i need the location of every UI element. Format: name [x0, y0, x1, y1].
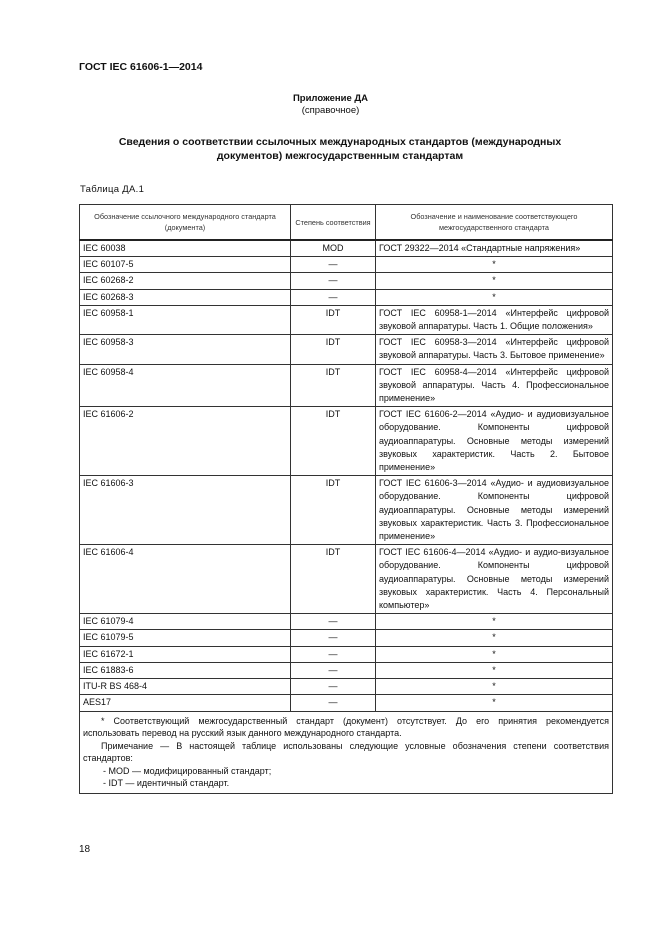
- cell-degree: IDT: [291, 545, 376, 614]
- cell-intl-standard: AES17: [80, 695, 291, 711]
- cell-intl-standard: IEC 60268-2: [80, 273, 291, 289]
- page-number: 18: [79, 844, 91, 855]
- cell-national-standard: *: [376, 289, 613, 305]
- cell-national-standard: ГОСТ IEC 60958-3—2014 «Интерфейс цифровой звуковой аппаратуры. Часть 3. Бытовое применение»: [376, 335, 613, 364]
- appendix-subtitle: (справочное): [301, 105, 360, 116]
- cell-national-standard: *: [376, 257, 613, 273]
- cell-degree: —: [291, 273, 376, 289]
- cell-intl-standard: IEC 61079-5: [80, 630, 291, 646]
- cell-national-standard: *: [376, 695, 613, 711]
- cell-intl-standard: IEC 60107-5: [80, 257, 291, 273]
- cell-intl-standard: IEC 60268-3: [80, 289, 291, 305]
- table-row: [80, 289, 613, 305]
- cell-degree: MOD: [291, 240, 376, 257]
- cell-degree: —: [291, 646, 376, 662]
- cell-national-standard: *: [376, 273, 613, 289]
- table-row: [80, 407, 613, 476]
- cell-degree: —: [291, 614, 376, 630]
- cell-national-standard: ГОСТ IEC 60958-1—2014 «Интерфейс цифровой звуковой аппаратуры. Часть 1. Общие положения»: [376, 305, 613, 334]
- table-row: [80, 646, 613, 662]
- cell-national-standard: *: [376, 614, 613, 630]
- cell-degree: IDT: [291, 305, 376, 334]
- header-intl-standard: Обозначение ссылочного международного стандарта (документа): [80, 205, 291, 241]
- header-national-standard: Обозначение и наименование соответствующего межгосударственного стандарта: [376, 205, 613, 241]
- cell-degree: IDT: [291, 364, 376, 407]
- table-row: [80, 364, 613, 407]
- table-row: [80, 335, 613, 364]
- cell-degree: —: [291, 630, 376, 646]
- table-header-row: [80, 205, 613, 241]
- table-body: [80, 240, 613, 711]
- table-row: [80, 545, 613, 614]
- cell-degree: IDT: [291, 407, 376, 476]
- correspondence-table: [79, 204, 613, 794]
- table-row: [80, 630, 613, 646]
- cell-intl-standard: IEC 61079-4: [80, 614, 291, 630]
- note: Примечание — В настоящей таблице использованы следующие условные обозначения степени соответствия стандартов:: [83, 740, 609, 764]
- table-row: [80, 240, 613, 257]
- cell-intl-standard: IEC 61606-2: [80, 407, 291, 476]
- cell-national-standard: ГОСТ IEC 61606-3—2014 «Аудио- и аудиовизуальное оборудование. Компоненты цифровой аудиоаппаратуры. Основные методы измерений звуковых характеристик. Часть 3. Профессиональное применение»: [376, 476, 613, 545]
- legend-mod: - MOD — модифицированный стандарт;: [103, 765, 272, 776]
- table-notes: [80, 711, 613, 794]
- legend-idt: - IDT — идентичный стандарт.: [103, 778, 230, 789]
- cell-degree: —: [291, 679, 376, 695]
- cell-intl-standard: IEC 61672-1: [80, 646, 291, 662]
- table-caption: Таблица ДА.1: [80, 184, 145, 195]
- table-row: [80, 662, 613, 678]
- document-code: ГОСТ IEC 61606-1—2014: [79, 61, 203, 73]
- cell-degree: —: [291, 289, 376, 305]
- cell-national-standard: ГОСТ IEC 60958-4—2014 «Интерфейс цифровой звуковой аппаратуры. Часть 4. Профессиональное применение»: [376, 364, 613, 407]
- section-title: Сведения о соответствии ссылочных международных стандартов (международных документов) межгосударственным стандартам: [118, 136, 562, 162]
- table-row: [80, 273, 613, 289]
- cell-degree: —: [291, 695, 376, 711]
- cell-national-standard: ГОСТ IEC 61606-2—2014 «Аудио- и аудиовизуальное оборудование. Компоненты цифровой аудиоаппаратуры. Основные методы измерений звуковых характеристик. Часть 2. Бытовое применение»: [376, 407, 613, 476]
- table-row: [80, 679, 613, 695]
- cell-national-standard: *: [376, 646, 613, 662]
- table-row: [80, 305, 613, 334]
- cell-degree: IDT: [291, 476, 376, 545]
- cell-national-standard: ГОСТ 29322—2014 «Стандартные напряжения»: [376, 240, 613, 257]
- appendix-title: Приложение ДА: [292, 93, 369, 104]
- cell-degree: —: [291, 662, 376, 678]
- cell-intl-standard: IEC 60958-1: [80, 305, 291, 334]
- cell-intl-standard: ITU-R BS 468-4: [80, 679, 291, 695]
- table-row: [80, 614, 613, 630]
- cell-intl-standard: IEC 61883-6: [80, 662, 291, 678]
- cell-intl-standard: IEC 60038: [80, 240, 291, 257]
- cell-national-standard: *: [376, 662, 613, 678]
- cell-national-standard: *: [376, 679, 613, 695]
- cell-intl-standard: IEC 61606-3: [80, 476, 291, 545]
- footnote: * Соответствующий межгосударственный стандарт (документ) отсутствует. До его принятия рекомендуется использовать перевод на русский язык данного международного стандарта.: [83, 715, 609, 739]
- cell-intl-standard: IEC 60958-3: [80, 335, 291, 364]
- cell-intl-standard: IEC 61606-4: [80, 545, 291, 614]
- cell-national-standard: *: [376, 630, 613, 646]
- header-degree: Степень соответствия: [291, 205, 376, 241]
- cell-degree: —: [291, 257, 376, 273]
- table-row: [80, 257, 613, 273]
- cell-intl-standard: IEC 60958-4: [80, 364, 291, 407]
- table-row: [80, 476, 613, 545]
- table-row: [80, 695, 613, 711]
- cell-national-standard: ГОСТ IEC 61606-4—2014 «Аудио- и аудио-визуальное оборудование. Компоненты цифровой аудиоаппаратуры. Основные методы измерений звуковых характеристик. Часть 4. Персональный компьютер»: [376, 545, 613, 614]
- cell-degree: IDT: [291, 335, 376, 364]
- table-notes-row: [80, 711, 613, 794]
